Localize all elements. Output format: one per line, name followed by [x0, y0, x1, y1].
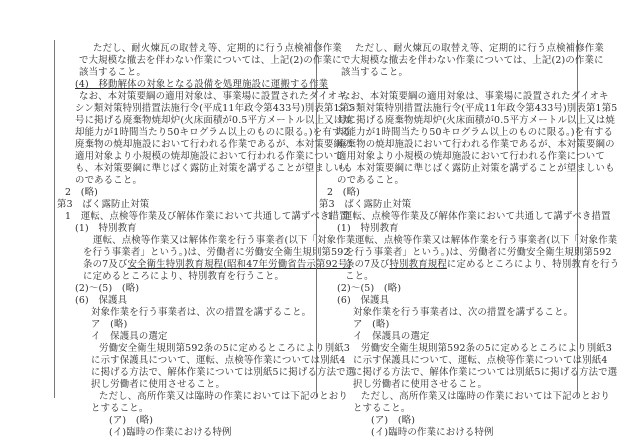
line-text: 第3 ばく露防止対策	[319, 199, 412, 210]
line-text: 適用対象より小規模の焼却施設において行われる作業について	[337, 151, 605, 162]
text-line	[353, 331, 430, 342]
line-text: 労働安全衛生規則第592条の5に定めるところにより別紙3	[99, 343, 351, 354]
text-line	[91, 331, 168, 342]
line-text: (2)～(5) (略)	[337, 283, 402, 294]
underlined-amendment: 安全衛生特別教育規程(昭和47年労働省告示第92号)	[127, 259, 352, 270]
line-text: (ア) (略)	[371, 415, 416, 426]
text-line	[353, 355, 608, 366]
line-text: に掲げる方法で、解体作業については別紙5に掲げる方法で選	[353, 367, 618, 378]
line-text: 対象作業を行う事業者は、次の措置を講ずること。	[91, 307, 312, 318]
line-text: (6) 保護具	[337, 295, 390, 306]
text-line	[79, 67, 146, 78]
text-line	[345, 271, 374, 282]
line-text: ただし、耐火煉瓦の取替え等、定期的に行う点検補修作業	[93, 43, 342, 54]
text-line	[65, 211, 349, 222]
line-text: 却能力が1時間当たり50キログラム以上のものに限る。)を有する	[75, 127, 352, 138]
line-text: 運転、点検等作業又は解体作業を行う事業者(以下「対象作業	[355, 235, 618, 246]
text-line	[371, 427, 494, 438]
text-line	[337, 139, 615, 150]
text-line	[337, 151, 605, 162]
text-line	[353, 379, 487, 390]
text-line	[337, 175, 404, 186]
text-line	[93, 43, 342, 54]
line-text: 号に掲げる廃棄物焼却炉(火床面積が0.5平方メートル以上又は焼	[75, 115, 353, 126]
text-line	[75, 151, 343, 162]
line-text: とすること。	[353, 403, 411, 414]
original-text-column	[316, 40, 620, 438]
text-line	[75, 283, 139, 294]
text-line	[91, 307, 311, 318]
text-line	[109, 415, 153, 426]
line-text: 運転、点検等作業又は解体作業を行う事業者(以下「対象作業	[93, 235, 356, 246]
text-line	[337, 127, 613, 138]
text-line	[75, 115, 353, 126]
text-line	[83, 271, 284, 282]
text-line	[99, 391, 348, 402]
line-text: 択し労働者に使用させること。	[353, 379, 488, 390]
line-text: 該当すること。	[79, 67, 147, 78]
text-line	[327, 187, 360, 198]
text-line	[83, 247, 350, 258]
text-line	[353, 367, 617, 378]
text-line	[327, 211, 611, 222]
line-text: (1) 特別教育	[337, 223, 399, 234]
line-text: ア (略)	[353, 319, 390, 330]
line-text: 2 (略)	[65, 187, 99, 198]
text-line	[75, 295, 127, 306]
line-text: 1 運転、点検等作業及び解体作業において共通して講ずべき措置	[65, 211, 349, 222]
line-text-suffix: に定めるところにより、特別教育を行う	[446, 259, 620, 270]
line-text: (ア) (略)	[109, 415, 154, 426]
text-line	[319, 199, 411, 210]
line-text: 対象作業を行う事業者は、次の措置を講ずること。	[353, 307, 574, 318]
line-text: (2)～(5) (略)	[75, 283, 140, 294]
line-text: ただし、耐火煉瓦の取替え等、定期的に行う点検補修作業	[355, 43, 604, 54]
line-text: を行う事業者」という。)は、労働者に労働安全衛生規則第592	[83, 247, 350, 258]
text-line	[361, 391, 610, 402]
line-text: を行う事業者」という。)は、労働者に労働安全衛生規則第592	[345, 247, 612, 258]
text-line	[337, 223, 399, 234]
text-line	[75, 139, 353, 150]
line-text: とすること。	[91, 403, 149, 414]
line-text: 適用対象より小規模の焼却施設において行われる作業について	[75, 151, 343, 162]
line-text: (イ)臨時の作業における特例	[371, 427, 494, 438]
text-line	[345, 247, 612, 258]
line-text: シン類対策特別措置法施行令(平成11年政令第433号)別表第1第5	[75, 103, 356, 114]
line-text: なお、本対策要綱の適用対象は、事業場に設置されたダイオキ	[341, 91, 609, 102]
line-text: も、本対策要綱に準じばく露防止対策を講ずることが望ましいも	[337, 163, 615, 174]
text-line	[337, 295, 389, 306]
text-line	[337, 103, 617, 114]
line-text: 1 運転、点検等作業及び解体作業において共通して講ずべき措置	[327, 211, 611, 222]
line-text: (6) 保護具	[75, 295, 128, 306]
line-text: (4) 移動解体の対象となる設備を処理施設に運搬する作業	[75, 79, 329, 90]
text-line	[353, 307, 573, 318]
line-text: も、本対策要綱に準じばく露防止対策を講ずることが望ましいも	[75, 163, 353, 174]
line-text: ア (略)	[91, 319, 128, 330]
line-text: (1) 特別教育	[75, 223, 137, 234]
text-line	[75, 79, 328, 90]
line-text: 条の7及び	[83, 259, 128, 270]
line-text: イ 保護具の選定	[353, 331, 430, 342]
line-text: こと。	[345, 271, 374, 282]
line-text: に定めるところにより、特別教育を行うこと。	[83, 271, 285, 282]
text-line	[341, 91, 609, 102]
text-line	[341, 67, 408, 78]
line-text: 択し労働者に使用させること。	[91, 379, 226, 390]
line-text: シン類対策特別措置法施行令(平成11年政令第433号)別表第1第5	[337, 103, 618, 114]
text-line	[57, 199, 149, 210]
line-text: に示す保護具について、運転、点検等作業については別紙4	[353, 355, 608, 366]
line-text: 却能力が1時間当たり50キログラム以上のものに限る。)を有する	[337, 127, 614, 138]
text-line	[361, 343, 612, 354]
text-line	[75, 127, 351, 138]
text-line	[99, 343, 350, 354]
line-text: 号に掲げる廃棄物焼却炉(火床面積が0.5平方メートル以上又は焼	[337, 115, 615, 126]
line-text: 2 (略)	[327, 187, 361, 198]
text-line	[345, 259, 619, 270]
text-line	[79, 55, 342, 66]
text-line	[337, 163, 615, 174]
line-text: で大規模な撤去を伴わない作業については、上記(2)の作業に	[341, 55, 604, 66]
line-text: 廃棄物の焼却施設において行われる作業であるが、本対策要綱の	[337, 139, 615, 150]
line-text: ただし、高所作業又は臨時の作業においては下記のとおり	[99, 391, 348, 402]
text-line	[109, 427, 232, 438]
underlined-amendment: 特別教育規程	[389, 259, 447, 270]
text-line	[355, 43, 604, 54]
line-text: なお、本対策要綱の適用対象は、事業場に設置されたダイオキ	[79, 91, 347, 102]
text-line	[337, 115, 615, 126]
text-line	[341, 55, 604, 66]
text-line	[371, 415, 415, 426]
line-text: 第3 ばく露防止対策	[57, 199, 150, 210]
line-text: のであること。	[337, 175, 405, 186]
line-text: 労働安全衛生規則第592条の5に定めるところにより別紙3	[361, 343, 613, 354]
text-line	[75, 175, 142, 186]
line-text: ただし、高所作業又は臨時の作業においては下記のとおり	[361, 391, 610, 402]
text-line	[353, 403, 410, 414]
text-line	[75, 103, 355, 114]
text-line	[353, 319, 389, 330]
text-line	[75, 223, 137, 234]
line-text: に掲げる方法で、解体作業については別紙5に掲げる方法で選	[91, 367, 356, 378]
text-line	[79, 91, 347, 102]
text-line	[65, 187, 98, 198]
text-line	[75, 163, 353, 174]
text-line	[91, 403, 148, 414]
line-text: で大規模な撤去を伴わない作業については、上記(2)の作業に	[79, 55, 342, 66]
line-text: 条の7及び	[345, 259, 390, 270]
line-text: 該当すること。	[341, 67, 409, 78]
text-line	[91, 355, 346, 366]
revised-text-column	[55, 40, 356, 438]
line-text: イ 保護具の選定	[91, 331, 168, 342]
line-text: 廃棄物の焼却施設において行われる作業であるが、本対策要綱の	[75, 139, 353, 150]
text-line	[355, 235, 617, 246]
text-line	[83, 259, 351, 270]
text-line	[337, 283, 401, 294]
line-text: に示す保護具について、運転、点検等作業については別紙4	[91, 355, 346, 366]
text-line	[91, 319, 127, 330]
text-line	[91, 379, 225, 390]
line-text: のであること。	[75, 175, 143, 186]
comparison-table	[54, 40, 620, 438]
line-text: (イ)臨時の作業における特例	[109, 427, 232, 438]
